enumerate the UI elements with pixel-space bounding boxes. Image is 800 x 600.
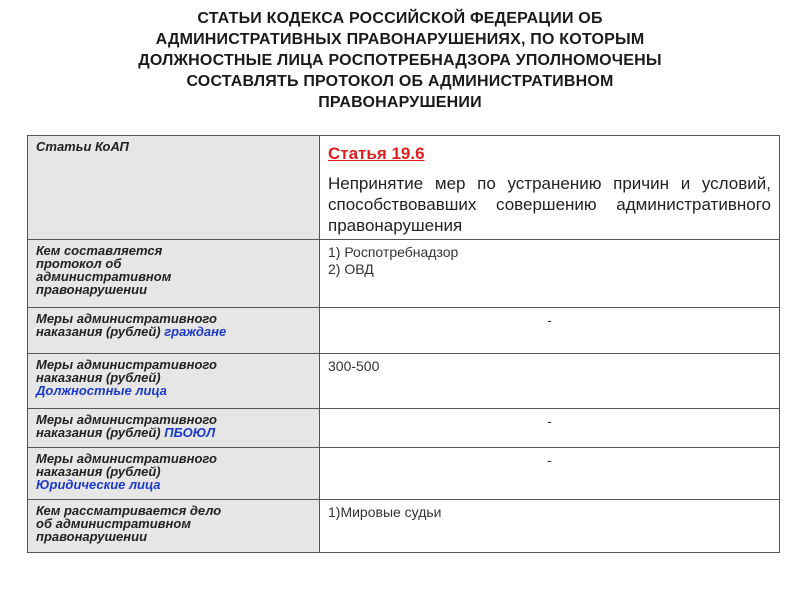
table-row xyxy=(28,136,780,240)
table-row xyxy=(28,500,780,553)
table-row xyxy=(28,240,780,308)
row-value-who-compiles: 1) Роспотребнадзор 2) ОВД xyxy=(320,240,780,308)
table-row xyxy=(28,409,780,448)
page-title xyxy=(40,8,760,113)
row-label-articles: Статьи КоАП xyxy=(28,136,320,240)
table-row xyxy=(28,448,780,500)
row-value-officials: 300-500 xyxy=(320,354,780,409)
article-description: Непринятие мер по устранению причин и условий, способствовавших совершению административного правонарушения xyxy=(328,174,771,235)
title-line: СТАТЬИ КОДЕКСА РОССИЙСКОЙ ФЕДЕРАЦИИ ОБ xyxy=(197,10,603,27)
row-value-legal-entities: - xyxy=(320,448,780,500)
category-pboyul: ПБОЮЛ xyxy=(164,425,216,440)
row-value-citizens: - xyxy=(320,308,780,354)
title-line: ПРАВОНАРУШЕНИИ xyxy=(318,94,482,111)
article-title: Статья 19.6 xyxy=(328,144,425,163)
row-label-officials: Меры административного наказания (рублей) Должностные лица xyxy=(28,354,320,409)
koap-table xyxy=(27,135,780,553)
row-value-articles xyxy=(320,136,780,240)
row-label-pboyul: Меры административного наказания (рублей) ПБОЮЛ xyxy=(28,409,320,448)
title-line: СОСТАВЛЯТЬ ПРОТОКОЛ ОБ АДМИНИСТРАТИВНОМ xyxy=(186,73,614,90)
row-label-citizens: Меры административного наказания (рублей) граждане xyxy=(28,308,320,354)
row-label-who-compiles: Кем составляется протокол об административном правонарушении xyxy=(28,240,320,308)
title-line: АДМИНИСТРАТИВНЫХ ПРАВОНАРУШЕНИЯХ, ПО КОТОРЫМ xyxy=(155,31,645,48)
row-label-who-considers: Кем рассматривается дело об административном правонарушении xyxy=(28,500,320,553)
row-value-who-considers: 1)Мировые судьи xyxy=(320,500,780,553)
category-citizens: граждане xyxy=(164,324,227,339)
table-row xyxy=(28,354,780,409)
table-row xyxy=(28,308,780,354)
row-value-pboyul: - xyxy=(320,409,780,448)
category-officials: Должностные лица xyxy=(36,383,167,398)
category-legal-entities: Юридические лица xyxy=(36,477,161,492)
row-label-legal-entities: Меры административного наказания (рублей) Юридические лица xyxy=(28,448,320,500)
title-line: ДОЛЖНОСТНЫЕ ЛИЦА РОСПОТРЕБНАДЗОРА УПОЛНОМОЧЕНЫ xyxy=(138,52,662,69)
